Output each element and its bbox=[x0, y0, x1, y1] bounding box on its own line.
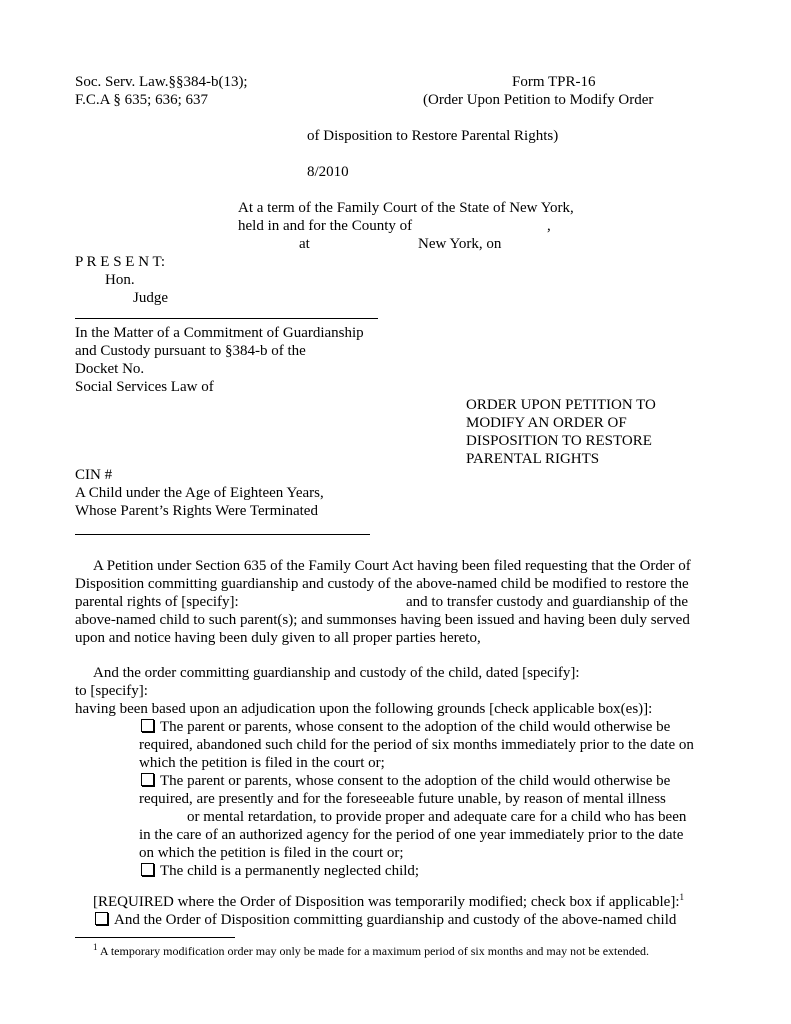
checkbox-icon[interactable] bbox=[95, 912, 108, 925]
court-term-line2: held in and for the County of bbox=[238, 218, 413, 234]
docket-label: Docket No. bbox=[75, 361, 145, 377]
order-title-line1: ORDER UPON PETITION TO bbox=[466, 397, 656, 413]
para1-line4: above-named child to such parent(s); and summonses having been issued and having been duly served bbox=[75, 612, 690, 628]
temporary-modification-option[interactable]: And the Order of Disposition committing guardianship and custody of the above-named child bbox=[95, 911, 676, 929]
footnote-ref: 1 bbox=[679, 892, 685, 902]
form-title-line2: of Disposition to Restore Parental Rights) bbox=[307, 128, 559, 144]
checkbox-icon[interactable] bbox=[141, 773, 154, 786]
ground-option-1[interactable]: The parent or parents, whose consent to the adoption of the child would otherwise be bbox=[141, 718, 670, 736]
required-line: [REQUIRED where the Order of Disposition was temporarily modified; check box if applicable]:$^1$ bbox=[93, 892, 685, 910]
ground-option-1-line2: required, abandoned such child for the period of six months immediately prior to the date on bbox=[139, 737, 694, 753]
form-id: Form TPR-16 bbox=[512, 74, 596, 90]
checkbox-icon[interactable] bbox=[141, 863, 154, 876]
ground-option-2-line3: or mental retardation, to provide proper and adequate care for a child who has been bbox=[187, 809, 687, 825]
form-title-line1: (Order Upon Petition to Modify Order bbox=[423, 92, 654, 108]
ground-option-1-line3: which the petition is filed in the court or; bbox=[139, 755, 385, 771]
caption-top-rule bbox=[75, 318, 378, 319]
ground-option-2[interactable]: The parent or parents, whose consent to the adoption of the child would otherwise be bbox=[141, 772, 670, 790]
cin-label: CIN # bbox=[75, 467, 113, 483]
order-title-line3: DISPOSITION TO RESTORE bbox=[466, 433, 652, 449]
court-term-line1: At a term of the Family Court of the State of New York, bbox=[238, 200, 574, 216]
para1-line3a: parental rights of [specify]: bbox=[75, 594, 239, 610]
child-line2: Whose Parent’s Rights Were Terminated bbox=[75, 503, 318, 519]
caption-line4: Social Services Law of bbox=[75, 379, 214, 395]
court-term-comma: , bbox=[547, 218, 551, 234]
para1-line2: Disposition committing guardianship and custody of the above-named child be modified to restore the bbox=[75, 576, 689, 592]
para1-line3b: and to transfer custody and guardianship of the bbox=[406, 594, 689, 610]
checkbox-icon[interactable] bbox=[141, 719, 154, 732]
ground-option-3[interactable]: The child is a permanently neglected child; bbox=[141, 862, 419, 880]
caption-bottom-rule bbox=[75, 534, 370, 535]
para2-line1: And the order committing guardianship and custody of the child, dated [specify]: bbox=[93, 665, 580, 681]
para2-line2: to [specify]: bbox=[75, 683, 148, 699]
child-line1: A Child under the Age of Eighteen Years, bbox=[75, 485, 324, 501]
para1-line5: upon and notice having been duly given to all proper parties hereto, bbox=[75, 630, 481, 646]
order-title-line4: PARENTAL RIGHTS bbox=[466, 451, 600, 467]
caption-line1: In the Matter of a Commitment of Guardianship bbox=[75, 325, 364, 341]
ground-option-2-line4: in the care of an authorized agency for the period of one year immediately prior to the date bbox=[139, 827, 684, 843]
present-label: P R E S E N T: bbox=[75, 254, 166, 270]
statute-citation-1: Soc. Serv. Law.§§384-b(13); bbox=[75, 74, 248, 90]
para1-line1: A Petition under Section 635 of the Family Court Act having been filed requesting that the Order of bbox=[93, 558, 691, 574]
caption-line2: and Custody pursuant to §384-b of the bbox=[75, 343, 306, 359]
hon-label: Hon. bbox=[105, 272, 135, 288]
ground-option-2-line2: required, are presently and for the foreseeable future unable, by reason of mental illness bbox=[139, 791, 666, 807]
para2-line3: having been based upon an adjudication upon the following grounds [check applicable box(es)]: bbox=[75, 701, 653, 717]
court-term-state: New York, on bbox=[418, 236, 502, 252]
ground-option-2-line5: on which the petition is filed in the court or; bbox=[139, 845, 404, 861]
footnote-separator bbox=[75, 937, 235, 938]
statute-citation-2: F.C.A § 635; 636; 637 bbox=[75, 92, 208, 108]
judge-label: Judge bbox=[133, 290, 168, 306]
court-term-at: at bbox=[299, 236, 310, 252]
footnote-mark: 1 bbox=[93, 942, 98, 952]
form-date: 8/2010 bbox=[307, 164, 349, 180]
footnote: $^1$ A temporary modification order may only be made for a maximum period of six months and may not be extended. bbox=[93, 942, 650, 958]
order-title-line2: MODIFY AN ORDER OF bbox=[466, 415, 627, 431]
